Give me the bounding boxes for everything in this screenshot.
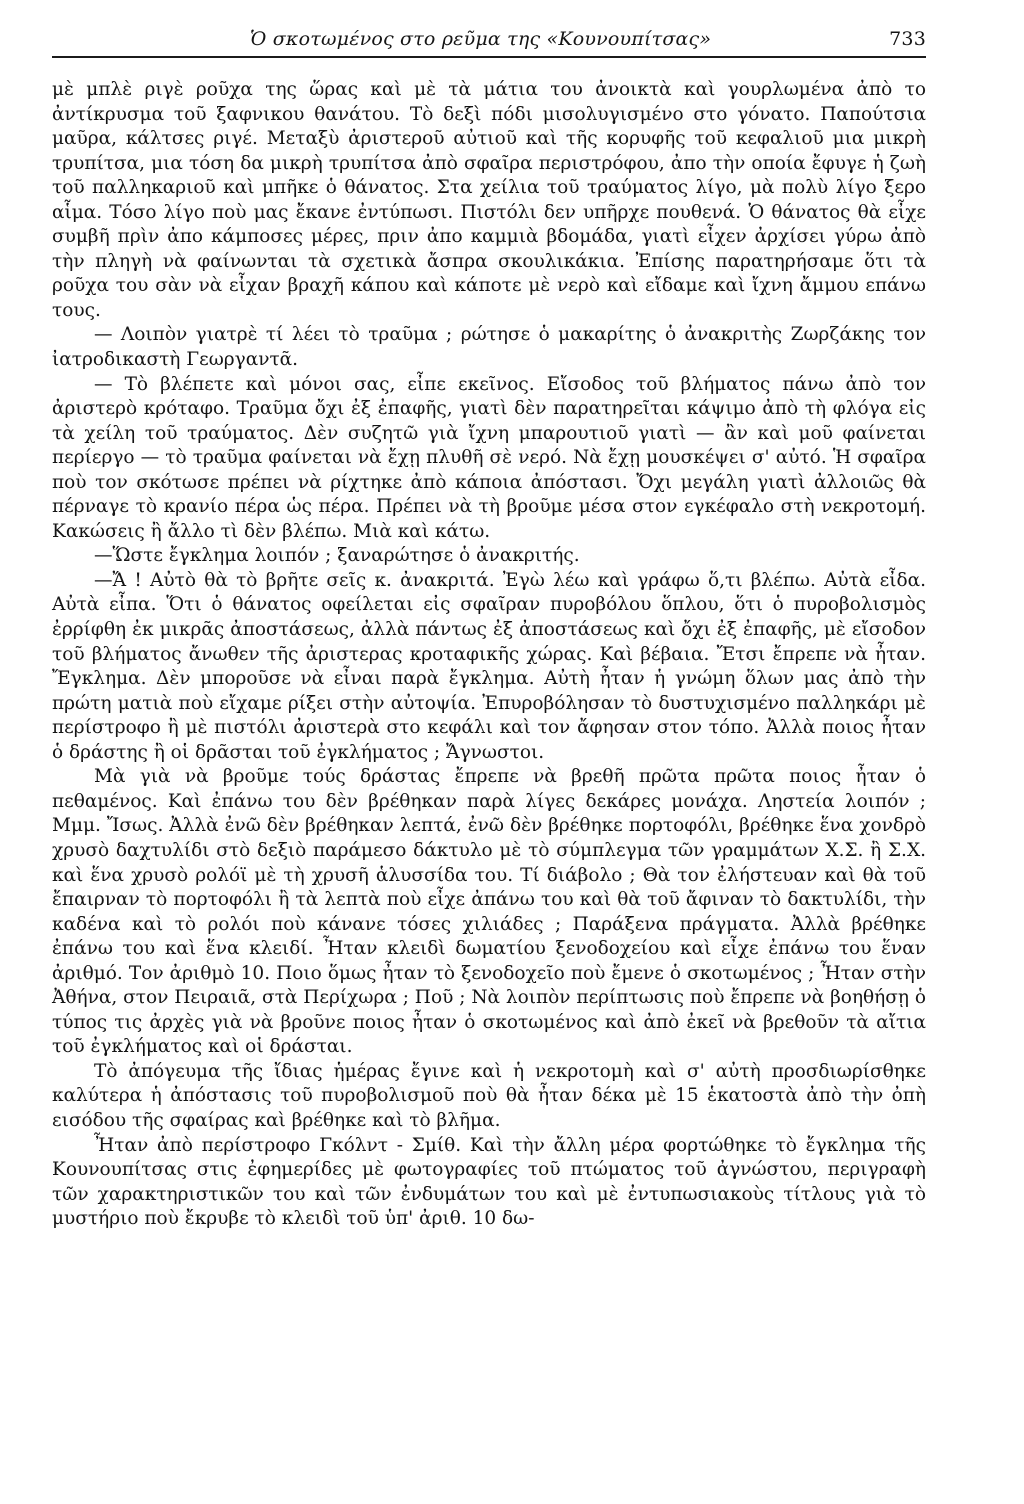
paragraph-opening: μὲ μπλὲ ριγὲ ροῦχα της ὥρας καὶ μὲ τὰ μάτια του ἀνοικτὰ καὶ γουρλωμένα ἀπὸ το ἀντίκρυσμα τοῦ ξαφνικου θανάτου. Τὸ δεξὶ πόδι μισολυγισμένο στο γόνατο. Παπούτσια μαῦρα, κάλτσες ριγέ. Μεταξὺ ἀριστεροῦ αὐτιοῦ καὶ τῆς κορυφῆς τοῦ κεφαλιοῦ μια μικρὴ τρυπίτσα, μια τόση δα μικρὴ τρυπίτσα ἀπὸ σφαῖρα περιστρόφου, ἀπο τὴν οποία ἔφυγε ἡ ζωὴ τοῦ παλληκαριοῦ καὶ μπῆκε ὁ θάνατος. Στα χείλια τοῦ τραύματος λίγο, μὰ πολὺ λίγο ξερο αἷμα. Τόσο λίγο ποὺ μας ἔκανε ἐντύπωσι. Πιστόλι δεν υπῆρχε πουθενά. Ὁ θάνατος θὰ εἶχε συμβῆ πρὶν ἀπο κάμποσες μέρες, πριν ἀπο καμμιὰ βδομάδα, γιατὶ εἶχεν ἀρχίσει γύρω ἀπὸ τὴν πληγὴ νὰ φαίνωνται τὰ σχετικὰ ἄσπρα σκουλικάκια. Ἐπίσης παρατηρήσαμε ὅτι τὰ ροῦχα του σὰν νὰ εἶχαν βραχῆ κάπου καὶ κάποτε μὲ νερὸ καὶ εἴδαμε καὶ ἴχνη ἄμμου επάνω τους. — [52, 79, 926, 321]
paragraph-dialogue-question: — Λοιπὸν γιατρὲ τί λέει τὸ τραῦμα ; ρώτησε ὁ μακαρίτης ὁ ἀνακριτὴς Ζωρζάκης τον ἰατροδικαστὴ Γεωργαντᾶ. — [52, 324, 926, 371]
running-title: Ὁ σκοτωμένος στο ρεῦμα της «Κουνουπίτσας» — [250, 28, 712, 50]
paragraph-dialogue-crime: —Ὥστε ἔγκλημα λοιπόν ; ξαναρώτησε ὁ ἀνακριτής. — [94, 545, 580, 567]
paragraph-newspapers: Ἦταν ἀπὸ περίστροφο Γκόλντ - Σμίθ. Καὶ τὴν ἄλλη μέρα φορτώθηκε τὸ ἔγκλημα τῆς Κουνουπίτσας στις ἐφημερίδες μὲ φωτογραφίες τοῦ πτώματος τοῦ ἀγνώστου, περιγραφὴ τῶν χαρακτηριστικῶν του καὶ τῶν ἐνδυμάτων του καὶ μὲ ἐντυπωσιακοὺς τίτλους γιὰ τὸ μυστήριο ποὺ ἔκρυβε τὸ κλειδὶ τοῦ ὑπ' ἀριθ. 10 δω- — [52, 1134, 926, 1230]
header-rule — [52, 56, 926, 58]
running-header — [52, 24, 926, 54]
paragraph-investigation: Μὰ γιὰ νὰ βροῦμε τούς δράστας ἔπρεπε νὰ βρεθῆ πρῶτα πρῶτα ποιος ἦταν ὁ πεθαμένος. Καὶ ἐπάνω του δὲν βρέθηκαν παρὰ λίγες δεκάρες μονάχα. Ληστεία λοιπόν ; Μμμ. Ἴσως. Ἀλλὰ ἐνῶ δὲν βρέθηκαν λεπτά, ἐνῶ δὲν βρέθηκε πορτοφόλι, βρέθηκε ἕνα χονδρὸ χρυσὸ δαχτυλίδι στὸ δεξιὸ παράμεσο δάκτυλο μὲ τὸ σύμπλεγμα τῶν γραμμάτων Χ.Σ. ἢ Σ.Χ. καὶ ἕνα χρυσὸ ρολόϊ μὲ τὴ χρυσῆ ἁλυσσίδα του. Τί διάβολο ; Θὰ τον ἐλήστευαν καὶ θὰ τοῦ ἔπαιρναν τὸ πορτοφόλι ἢ τὰ λεπτὰ ποὺ εἶχε ἀπάνω του καὶ θὰ τοῦ ἄφιναν τὸ δακτυλίδι, τὴν καδένα καὶ τὸ ρολόι ποὺ κάνανε τόσες χιλιάδες ; Παράξενα πράγματα. Ἀλλὰ βρέθηκε ἐπάνω του καὶ ἕνα κλειδί. Ἦταν κλειδὶ δωματίου ξενοδοχείου καὶ εἶχε ἐπάνω του ἕναν ἀριθμό. Τον ἀριθμὸ 10. Ποιο ὅμως ἦταν τὸ ξενοδοχεῖο ποὺ ἔμενε ὁ σκοτωμένος ; Ἦταν στὴν Ἀθήνα, στον Πειραιᾶ, στὰ Περίχωρα ; Ποῦ ; Νὰ λοιπὸν περίπτωσις ποὺ ἔπρεπε νὰ βοηθήσῃ ὁ τύπος τις ἀρχὲς γιὰ νὰ βροῦνε ποιος ἦταν ὁ σκοτωμένος καὶ ἀπὸ ἐκεῖ νὰ βρεθοῦν τὰ αἴτια τοῦ ἐγκλήματος καὶ οἱ δράσται. — [52, 766, 926, 1058]
body-text — [52, 78, 926, 1232]
paragraph-dialogue-coroner: — Τὸ βλέπετε καὶ μόνοι σας, εἶπε εκεῖνος. Εἴσοδος τοῦ βλήματος πάνω ἀπὸ τον ἀριστερὸ κρόταφο. Τραῦμα ὄχι ἐξ ἐπαφῆς, γιατὶ δὲν παρατηρεῖται κάψιμο ἀπὸ τὴ φλόγα εἰς τὰ χείλη τοῦ τραύματος. Δὲν συζητῶ γιὰ ἴχνη μπαρουτιοῦ γιατὶ — ἂν καὶ μοῦ φαίνεται περίεργο — τὸ τραῦμα φαίνεται νὰ ἔχῃ πλυθῆ σὲ νερό. Νὰ ἔχῃ μουσκέψει σ' αὐτό. Ἡ σφαῖρα ποὺ τον σκότωσε πρέπει νὰ ρίχτηκε ἀπὸ κάποια ἀπόστασι. Ὄχι μεγάλη γιατὶ ἀλλοιῶς θὰ πέρναγε τὸ κρανίο πέρα ὡς πέρα. Πρέπει νὰ τὴ βροῦμε μέσα στον εγκέφαλο στὴ νεκροτομή. Κακώσεις ἢ ἄλλο τὶ δὲν βλέπω. Μιὰ καὶ κάτω. — [52, 373, 926, 542]
page-number: 733 — [889, 28, 926, 50]
paragraph-autopsy: Τὸ ἀπόγευμα τῆς ἴδιας ἡμέρας ἔγινε καὶ ἡ νεκροτομὴ καὶ σ' αὐτὴ προσδιωρίσθηκε καλύτερα ἡ ἀπόστασις τοῦ πυροβολισμοῦ ποὺ θὰ ἦταν δέκα μὲ 15 ἑκατοστὰ ἀπὸ τὴν ὀπὴ εισόδου τῆς σφαίρας καὶ βρέθηκε καὶ τὸ βλῆμα. — [52, 1060, 926, 1131]
paragraph-dialogue-answer: —Ἄ ! Αὐτὸ θὰ τὸ βρῆτε σεῖς κ. ἀνακριτά. Ἐγὼ λέω καὶ γράφω ὅ,τι βλέπω. Αὐτὰ εἶδα. Αὐτὰ εἶπα. Ὅτι ὁ θάνατος οφείλεται εἰς σφαῖραν πυροβόλου ὅπλου, ὅτι ὁ πυροβολισμὸς ἐρρίφθη ἐκ μικρᾶς ἀποστάσεως, ἀλλὰ πάντως ἐξ ἀποστάσεως καὶ ὄχι ἐξ ἐπαφῆς, μὲ εἴσοδον τοῦ βλήματος ἄνωθεν τῆς ἀριστερας κροταφικῆς χώρας. Καὶ βέβαια. Ἔτσι ἔπρεπε νὰ ἦταν. Ἔγκλημα. Δὲν μποροῦσε νὰ εἶναι παρὰ ἔγκλημα. Αὐτὴ ἦταν ἡ γνώμη ὅλων μας ἀπὸ τὴν πρώτη ματιὰ ποὺ εἴχαμε ρίξει στὴν αὐτοψία. Ἐπυροβόλησαν τὸ δυστυχισμένο παλληκάρι μὲ περίστροφο ἢ μὲ πιστόλι ἀριστερὰ στο κεφάλι καὶ τον ἄφησαν στον τόπο. Ἀλλὰ ποιος ἦταν ὁ δράστης ἢ οἱ δρᾶσται τοῦ ἐγκλήματος ; Ἄγνωστοι. — [52, 569, 926, 763]
book-page — [52, 24, 926, 1232]
